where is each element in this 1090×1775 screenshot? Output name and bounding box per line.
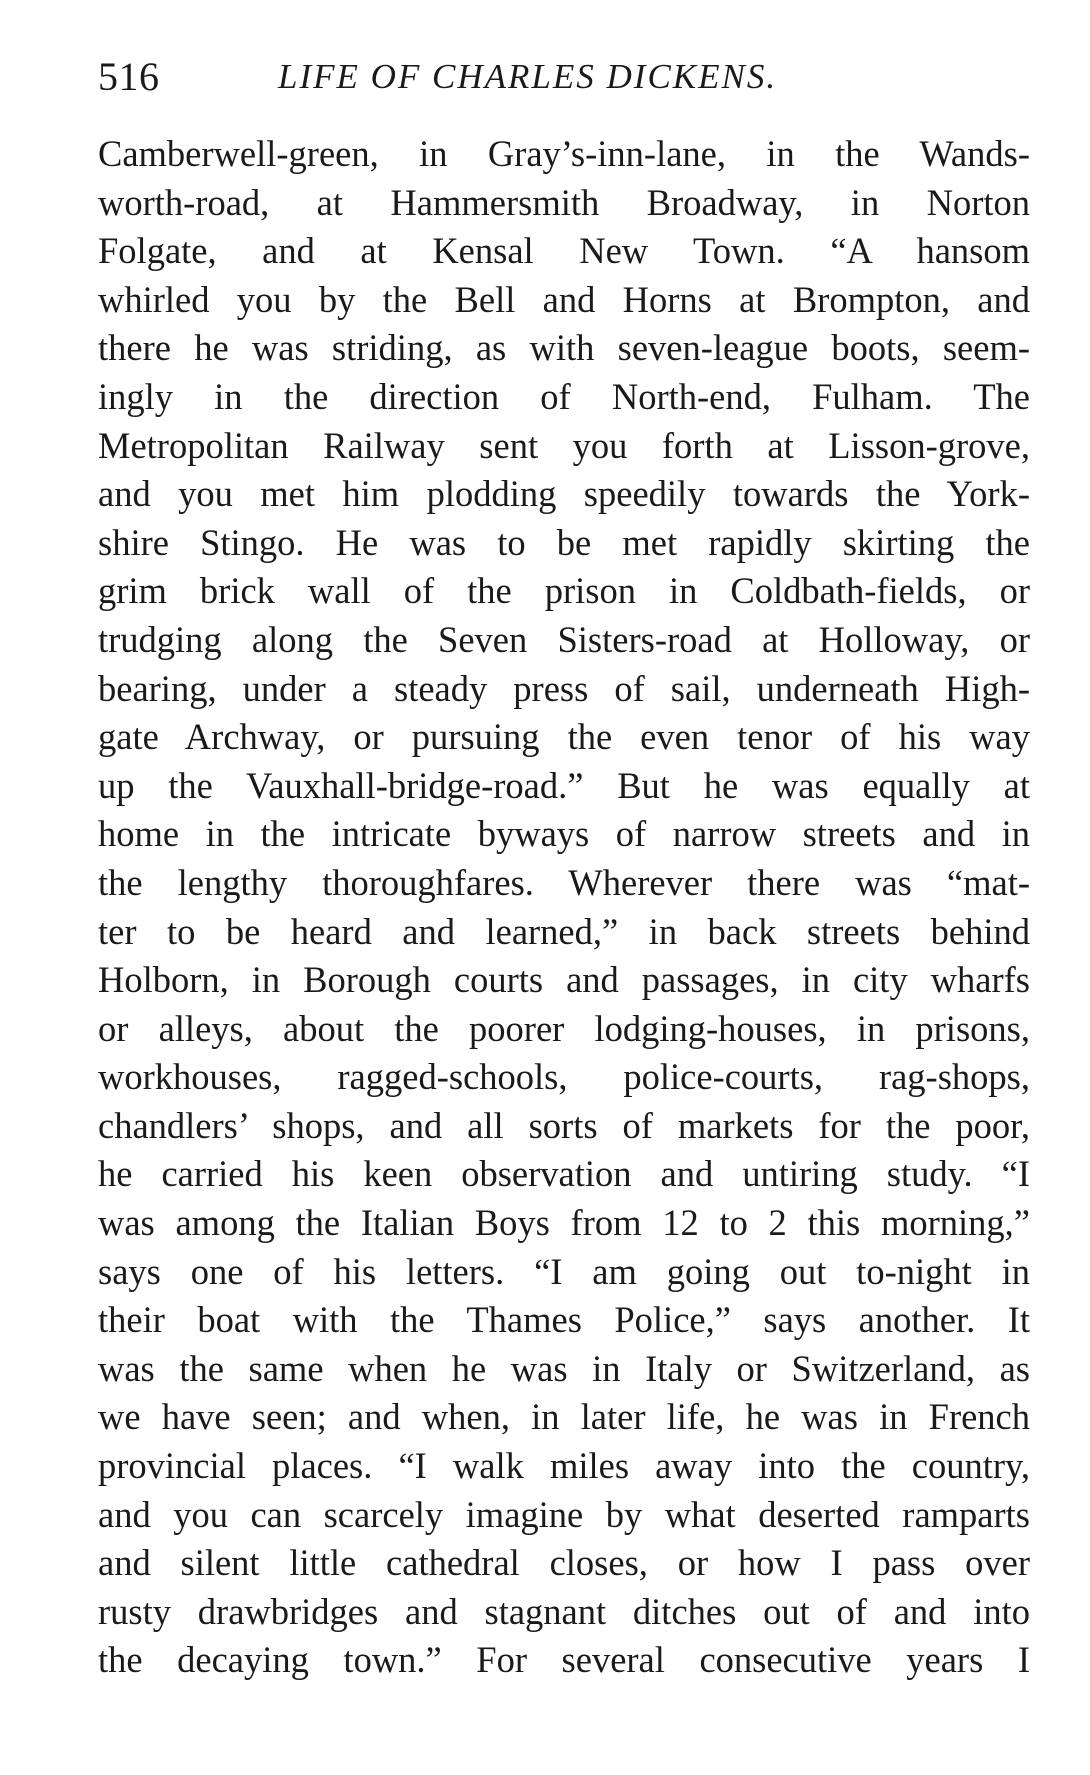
text-line: says one of his letters. “I am going out to-night in <box>98 1250 1030 1292</box>
text-line: ingly in the direction of North-end, Fulham. The <box>98 375 1030 417</box>
text-line: Folgate, and at Kensal New Town. “A hansom <box>98 230 1030 272</box>
text-line: ter to be heard and learned,” in back streets behind <box>98 910 1030 952</box>
text-line: home in the intricate byways of narrow streets and in <box>98 813 1030 855</box>
text-line: we have seen; and when, in later life, he was in French <box>98 1396 1030 1438</box>
text-line: and you can scarcely imagine by what deserted ramparts <box>98 1493 1030 1535</box>
text-line: there he was striding, as with seven-league boots, seem- <box>98 327 1030 369</box>
text-line: up the Vauxhall-bridge-road.” But he was equally at <box>98 764 1030 806</box>
text-line: was the same when he was in Italy or Switzerland, as <box>98 1347 1030 1389</box>
text-line: their boat with the Thames Police,” says another. It <box>98 1299 1030 1341</box>
text-line: workhouses, ragged-schools, police-courts, rag-shops, <box>98 1056 1030 1098</box>
text-line: gate Archway, or pursuing the even tenor of his way <box>98 716 1030 758</box>
text-line: and silent little cathedral closes, or how I pass over <box>98 1542 1030 1584</box>
text-line: whirled you by the Bell and Horns at Brompton, and <box>98 278 1030 320</box>
text-line: Camberwell-green, in Gray’s-inn-lane, in the Wands- <box>98 133 1030 174</box>
text-line: the lengthy thoroughfares. Wherever there was “mat- <box>98 861 1030 903</box>
text-line: grim brick wall of the prison in Coldbath-fields, or <box>98 570 1030 612</box>
text-line: rusty drawbridges and stagnant ditches out of and into <box>98 1590 1030 1632</box>
text-line: Holborn, in Borough courts and passages, in city wharfs <box>98 959 1030 1001</box>
text-line: Metropolitan Railway sent you forth at Lisson-grove, <box>98 424 1030 466</box>
text-line: shire Stingo. He was to be met rapidly skirting the <box>98 521 1030 563</box>
text-line: bearing, under a steady press of sail, underneath High- <box>98 667 1030 709</box>
body-text <box>98 130 1030 1685</box>
text-line: and you met him plodding speedily towards the York- <box>98 473 1030 515</box>
page-number: 516 <box>98 54 160 99</box>
running-title: LIFE OF CHARLES DICKENS. <box>278 57 778 96</box>
text-line: he carried his keen observation and untiring study. “I <box>98 1153 1030 1195</box>
running-head <box>98 52 1028 102</box>
text-line: chandlers’ shops, and all sorts of markets for the poor, <box>98 1104 1030 1146</box>
text-line: the decaying town.” For several consecutive years I <box>98 1639 1030 1681</box>
text-line: provincial places. “I walk miles away into the country, <box>98 1445 1030 1487</box>
text-line: was among the Italian Boys from 12 to 2 this morning,” <box>98 1202 1030 1244</box>
text-line: trudging along the Seven Sisters-road at Holloway, or <box>98 618 1030 660</box>
text-line: worth-road, at Hammersmith Broadway, in Norton <box>98 181 1030 223</box>
text-line: or alleys, about the poorer lodging-houses, in prisons, <box>98 1007 1030 1049</box>
